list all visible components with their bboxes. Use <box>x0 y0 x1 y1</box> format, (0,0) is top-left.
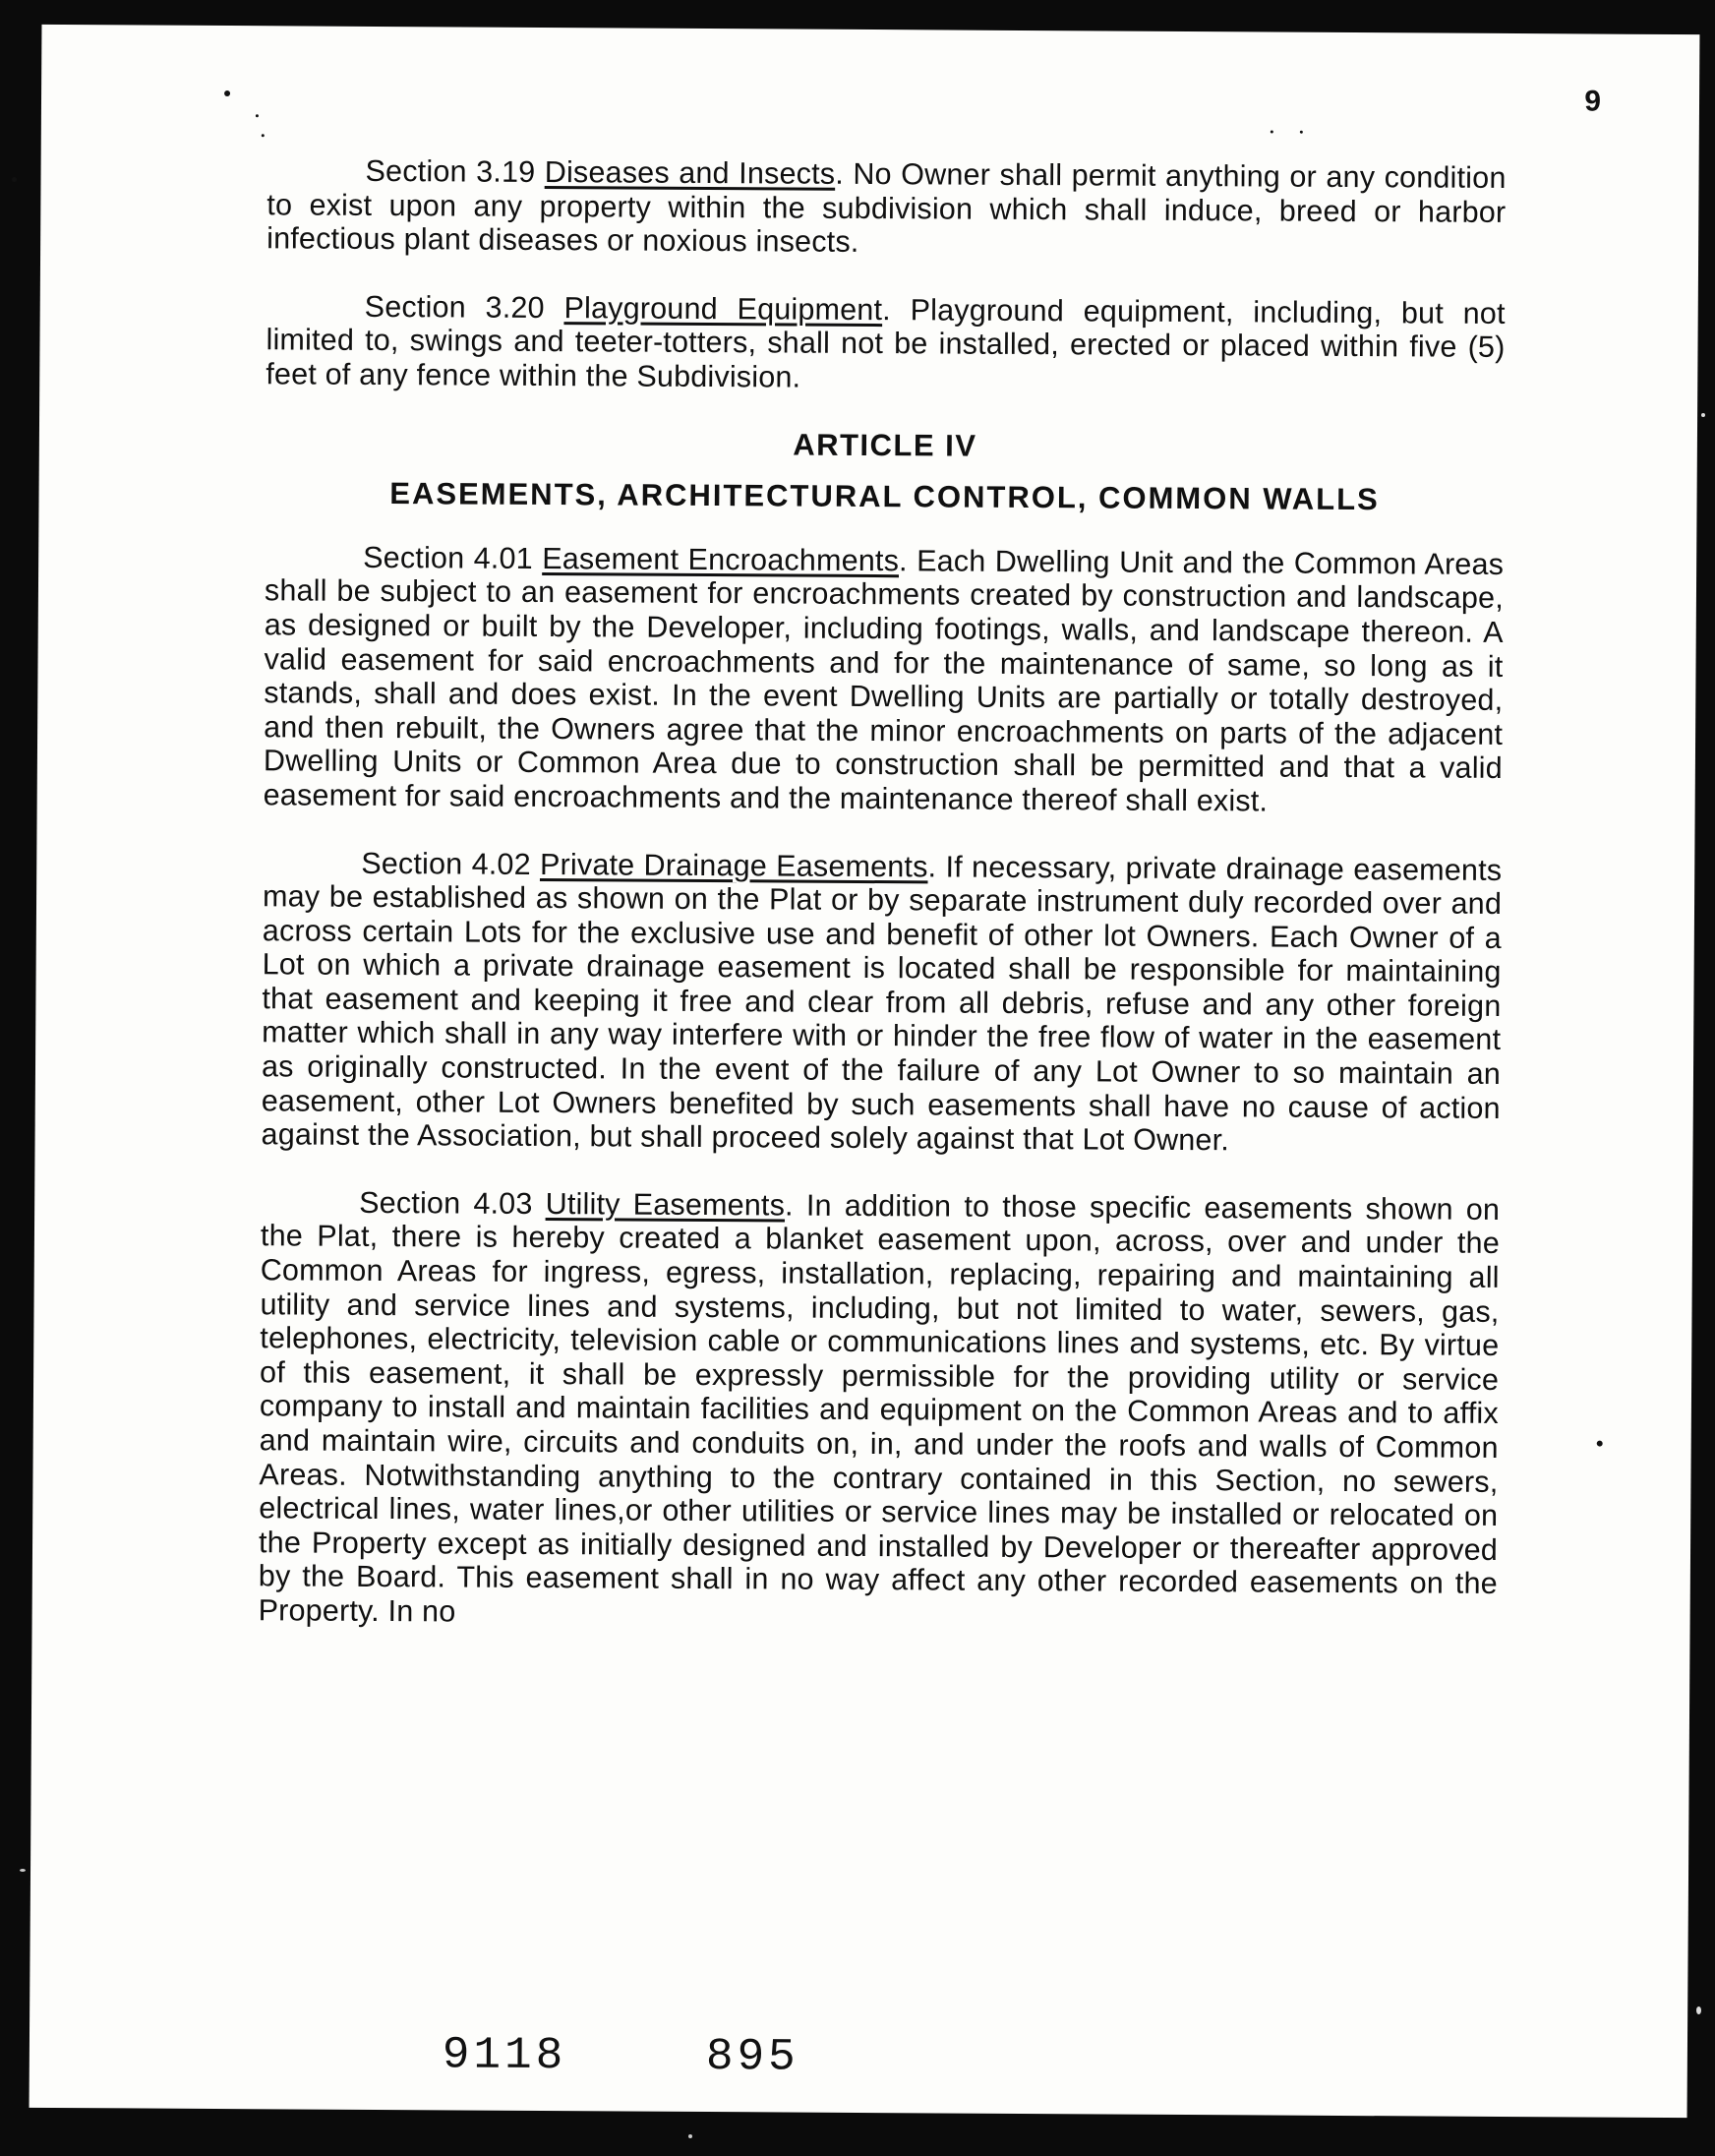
document-code <box>443 2029 799 2082</box>
section-number: Section 3.20 <box>364 289 545 325</box>
section-3-20 <box>266 289 1506 398</box>
section-text: . Each Dwelling Unit and the Common Areas shall be subject to an easement for encroachments created by construction and landscape, as designed or built by the Developer, including footings, walls, and landscape thereon. A valid easement for said encroachments and for the maintenance of same, so long as it stands, shall and does exist. In the event Dwelling Units are partially or totally destroyed, and then rebuilt, the Owners agree that the minor encroachments on parts of the adjacent Dwelling Units or Common Area due to construction shall be permitted and that a valid easement for said encroachments and the maintenance thereof shall exist. <box>263 543 1505 818</box>
scan-speck <box>256 114 259 117</box>
scan-speck <box>1300 131 1303 134</box>
article-subtitle: EASEMENTS, ARCHITECTURAL CONTROL, COMMON WALLS <box>389 476 1380 517</box>
section-text: . If necessary, private drainage easements may be established as shown on the Plat or by separate instrument duly recorded over and across certain Lots for the exclusive use and benefit of other lot Owners. Each Owner of a Lot on which a private drainage easement is located shall be responsible for maintaining that easement and keeping it free and clear from all debris, refuse and any other foreign matter which shall in any way interfere with or hinder the free flow of water in the easement as originally constructed. In the event of the failure of any Lot Owner to so maintain an easement, other Lot Owners benefited by such easements shall have no cause of action against the Association, but shall proceed solely against that Lot Owner. <box>261 849 1503 1158</box>
section-3-19 <box>266 153 1507 263</box>
scan-speck <box>12 177 17 182</box>
document-code-left: 9118 <box>442 2029 567 2082</box>
section-text: . In addition to those specific easements shown on the Plat, there is hereby created a blanket easement upon, across, over and under the Common Areas for ingress, egress, installation, replacing, repairing and maintaining all utility and service lines and systems, including, but not limited to water, sewers, gas, telephones, electricity, television cable or communications lines and systems, etc. By virtue of this easement, it shall be expressly permissible for the providing utility or service company to install and maintain facilities and equipment on the Common Areas and to affix and maintain wire, circuits and conduits on, in, and under the roofs and walls of Common Areas. Notwithstanding anything to the contrary contained in this Section, no sewers, electrical lines, water lines,or other utilities or service lines may be installed or relocated on the Property except as initially designed and installed by Developer or thereafter approved by the Board. This easement shall in no way affect any other recorded easements on the Property. In no <box>258 1188 1501 1629</box>
section-heading: Playground Equipment <box>563 290 883 327</box>
section-text: . Playground equipment, including, but not limited to, swings and teeter-totters, shall not be installed, erected or placed within five (5) feet of any fence within the Subdivision. <box>266 292 1506 394</box>
scan-speck <box>688 2134 692 2138</box>
section-number: Section 4.01 <box>363 540 533 575</box>
document-body <box>258 153 1506 1668</box>
section-number: Section 4.02 <box>361 846 531 881</box>
scan-speck <box>224 90 230 96</box>
article-title: ARTICLE IV <box>793 427 977 463</box>
scan-speck <box>1597 1441 1603 1447</box>
document-page <box>30 25 1700 2118</box>
section-number: Section 3.19 <box>365 153 536 189</box>
section-heading: Utility Easements <box>545 1186 786 1223</box>
document-code-right: 895 <box>705 2031 799 2083</box>
section-heading: Easement Encroachments <box>542 541 900 577</box>
section-4-03 <box>259 1185 1501 1635</box>
scan-speck <box>20 1869 26 1872</box>
section-heading: Private Drainage Easements <box>539 847 928 883</box>
section-number: Section 4.03 <box>359 1185 533 1221</box>
scan-speck <box>1271 131 1273 134</box>
scan-speck <box>1701 413 1705 417</box>
section-4-02 <box>261 846 1502 1160</box>
scan-speck <box>1696 2006 1701 2014</box>
page-number: 9 <box>1584 85 1602 118</box>
scan-speck <box>262 134 265 137</box>
section-heading: Diseases and Insects <box>544 154 836 191</box>
section-text: . No Owner shall permit anything or any condition to exist upon any property within the subdivision which shall induce, breed or harbor infectious plant diseases or noxious insects. <box>266 156 1507 260</box>
section-4-01 <box>264 540 1505 819</box>
